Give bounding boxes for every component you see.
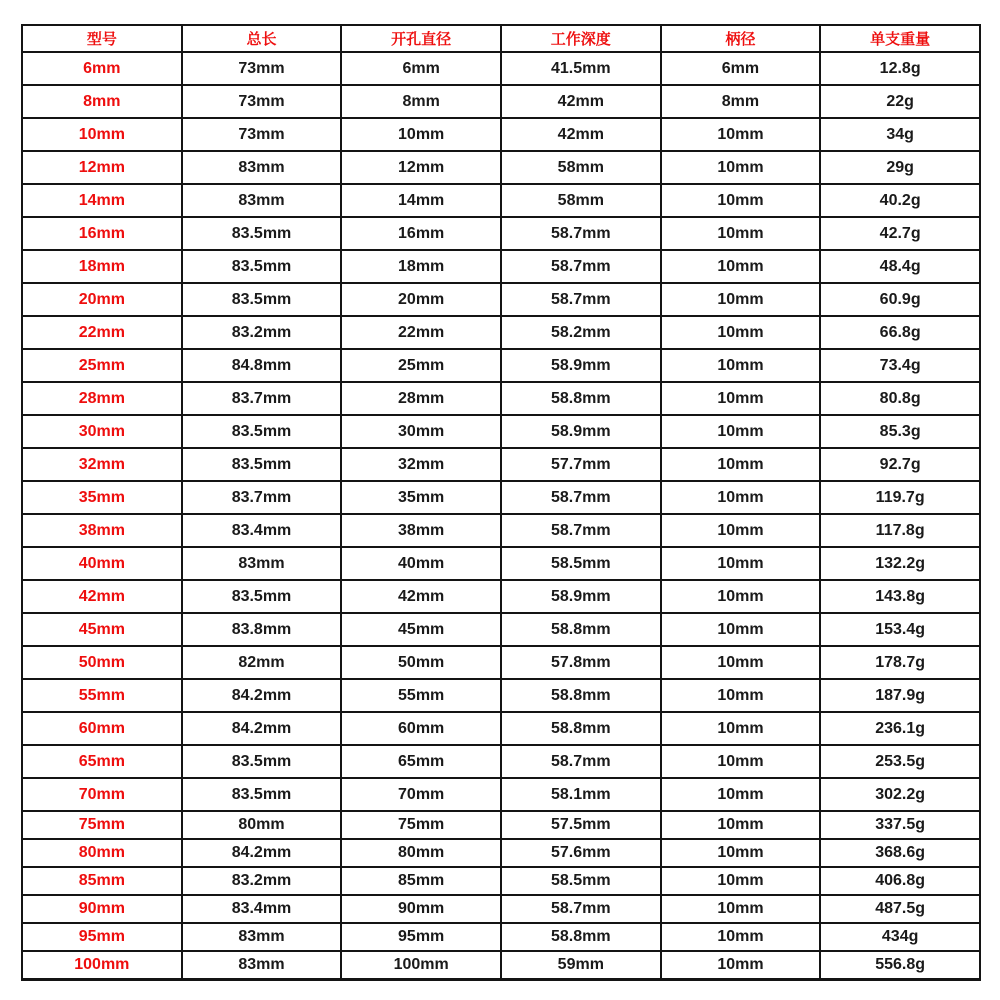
value-cell: 58mm [501,151,661,184]
model-cell: 8mm [22,85,182,118]
value-cell: 10mm [661,613,821,646]
model-cell: 80mm [22,839,182,867]
value-cell: 57.5mm [501,811,661,839]
value-cell: 10mm [661,250,821,283]
value-cell: 58.2mm [501,316,661,349]
value-cell: 66.8g [820,316,980,349]
value-cell: 556.8g [820,951,980,979]
value-cell: 16mm [341,217,501,250]
value-cell: 58.9mm [501,580,661,613]
value-cell: 95mm [341,923,501,951]
value-cell: 83.2mm [182,867,342,895]
value-cell: 10mm [661,778,821,811]
model-cell: 30mm [22,415,182,448]
table-row [22,85,980,118]
value-cell: 8mm [341,85,501,118]
value-cell: 83mm [182,184,342,217]
model-cell: 100mm [22,951,182,979]
model-cell: 10mm [22,118,182,151]
value-cell: 35mm [341,481,501,514]
value-cell: 83mm [182,951,342,979]
table-row [22,745,980,778]
value-cell: 45mm [341,613,501,646]
value-cell: 83.5mm [182,778,342,811]
value-cell: 10mm [661,951,821,979]
table-row [22,778,980,811]
value-cell: 236.1g [820,712,980,745]
value-cell: 58.8mm [501,613,661,646]
value-cell: 10mm [661,867,821,895]
value-cell: 58.9mm [501,349,661,382]
model-cell: 60mm [22,712,182,745]
value-cell: 73mm [182,85,342,118]
value-cell: 10mm [661,481,821,514]
value-cell: 42mm [501,118,661,151]
value-cell: 84.2mm [182,679,342,712]
column-header-working-depth: 工作深度 [501,25,661,52]
table-row [22,349,980,382]
value-cell: 337.5g [820,811,980,839]
value-cell: 10mm [661,895,821,923]
value-cell: 38mm [341,514,501,547]
value-cell: 6mm [341,52,501,85]
value-cell: 10mm [661,923,821,951]
table-row [22,415,980,448]
value-cell: 57.8mm [501,646,661,679]
model-cell: 22mm [22,316,182,349]
model-cell: 65mm [22,745,182,778]
value-cell: 34g [820,118,980,151]
value-cell: 57.6mm [501,839,661,867]
value-cell: 368.6g [820,839,980,867]
table-row [22,547,980,580]
value-cell: 83mm [182,151,342,184]
value-cell: 84.2mm [182,839,342,867]
value-cell: 10mm [661,514,821,547]
value-cell: 10mm [661,217,821,250]
value-cell: 83.4mm [182,514,342,547]
value-cell: 30mm [341,415,501,448]
table-row [22,712,980,745]
table-row [22,646,980,679]
model-cell: 32mm [22,448,182,481]
value-cell: 10mm [341,118,501,151]
value-cell: 117.8g [820,514,980,547]
model-cell: 75mm [22,811,182,839]
value-cell: 83mm [182,547,342,580]
value-cell: 58.7mm [501,481,661,514]
column-header-hole-diameter: 开孔直径 [341,25,501,52]
value-cell: 59mm [501,951,661,979]
table-row [22,613,980,646]
value-cell: 100mm [341,951,501,979]
value-cell: 10mm [661,415,821,448]
value-cell: 58.7mm [501,283,661,316]
value-cell: 84.2mm [182,712,342,745]
value-cell: 65mm [341,745,501,778]
value-cell: 75mm [341,811,501,839]
value-cell: 83.5mm [182,283,342,316]
value-cell: 10mm [661,679,821,712]
value-cell: 58.7mm [501,745,661,778]
header-row [22,25,980,52]
value-cell: 83.7mm [182,481,342,514]
value-cell: 80mm [182,811,342,839]
value-cell: 10mm [661,580,821,613]
value-cell: 10mm [661,283,821,316]
model-cell: 28mm [22,382,182,415]
value-cell: 10mm [661,745,821,778]
value-cell: 253.5g [820,745,980,778]
table-row [22,923,980,951]
table-row [22,283,980,316]
value-cell: 85mm [341,867,501,895]
value-cell: 187.9g [820,679,980,712]
table-row [22,217,980,250]
value-cell: 18mm [341,250,501,283]
table-row [22,184,980,217]
value-cell: 84.8mm [182,349,342,382]
value-cell: 20mm [341,283,501,316]
value-cell: 14mm [341,184,501,217]
value-cell: 58.8mm [501,679,661,712]
value-cell: 10mm [661,151,821,184]
value-cell: 83.5mm [182,580,342,613]
value-cell: 58.5mm [501,547,661,580]
value-cell: 82mm [182,646,342,679]
value-cell: 42mm [341,580,501,613]
model-cell: 50mm [22,646,182,679]
drill-bit-spec-table [21,24,981,981]
model-cell: 42mm [22,580,182,613]
value-cell: 10mm [661,118,821,151]
model-cell: 45mm [22,613,182,646]
model-cell: 18mm [22,250,182,283]
value-cell: 40.2g [820,184,980,217]
model-cell: 16mm [22,217,182,250]
column-header-unit-weight: 单支重量 [820,25,980,52]
value-cell: 83.2mm [182,316,342,349]
model-cell: 90mm [22,895,182,923]
value-cell: 10mm [661,448,821,481]
value-cell: 58.1mm [501,778,661,811]
table-row [22,679,980,712]
value-cell: 6mm [661,52,821,85]
value-cell: 58.8mm [501,712,661,745]
value-cell: 10mm [661,316,821,349]
value-cell: 28mm [341,382,501,415]
value-cell: 58.7mm [501,250,661,283]
model-cell: 12mm [22,151,182,184]
value-cell: 143.8g [820,580,980,613]
model-cell: 95mm [22,923,182,951]
value-cell: 85.3g [820,415,980,448]
model-cell: 55mm [22,679,182,712]
value-cell: 58.8mm [501,382,661,415]
value-cell: 80.8g [820,382,980,415]
model-cell: 25mm [22,349,182,382]
value-cell: 10mm [661,184,821,217]
value-cell: 41.5mm [501,52,661,85]
value-cell: 42mm [501,85,661,118]
value-cell: 70mm [341,778,501,811]
table-row [22,316,980,349]
model-cell: 40mm [22,547,182,580]
value-cell: 22g [820,85,980,118]
column-header-total-length: 总长 [182,25,342,52]
value-cell: 10mm [661,712,821,745]
value-cell: 10mm [661,811,821,839]
table-row [22,580,980,613]
value-cell: 40mm [341,547,501,580]
model-cell: 70mm [22,778,182,811]
table-row [22,481,980,514]
value-cell: 58.5mm [501,867,661,895]
table-body [22,52,980,979]
value-cell: 178.7g [820,646,980,679]
model-cell: 35mm [22,481,182,514]
table-row [22,118,980,151]
value-cell: 55mm [341,679,501,712]
value-cell: 83.5mm [182,217,342,250]
value-cell: 58mm [501,184,661,217]
value-cell: 58.9mm [501,415,661,448]
value-cell: 22mm [341,316,501,349]
value-cell: 57.7mm [501,448,661,481]
value-cell: 10mm [661,646,821,679]
value-cell: 83.5mm [182,448,342,481]
value-cell: 73mm [182,52,342,85]
table-row [22,382,980,415]
table-row [22,448,980,481]
value-cell: 58.7mm [501,895,661,923]
value-cell: 60mm [341,712,501,745]
table-row [22,867,980,895]
value-cell: 73mm [182,118,342,151]
value-cell: 60.9g [820,283,980,316]
value-cell: 83.7mm [182,382,342,415]
model-cell: 14mm [22,184,182,217]
value-cell: 153.4g [820,613,980,646]
value-cell: 10mm [661,382,821,415]
value-cell: 83.5mm [182,250,342,283]
value-cell: 80mm [341,839,501,867]
value-cell: 83.4mm [182,895,342,923]
table-row [22,151,980,184]
value-cell: 58.8mm [501,923,661,951]
value-cell: 32mm [341,448,501,481]
table-row [22,250,980,283]
value-cell: 12mm [341,151,501,184]
model-cell: 85mm [22,867,182,895]
table-row [22,839,980,867]
value-cell: 10mm [661,839,821,867]
value-cell: 434g [820,923,980,951]
value-cell: 10mm [661,349,821,382]
value-cell: 132.2g [820,547,980,580]
column-header-model: 型号 [22,25,182,52]
value-cell: 406.8g [820,867,980,895]
value-cell: 92.7g [820,448,980,481]
value-cell: 58.7mm [501,514,661,547]
table-header [22,25,980,52]
value-cell: 487.5g [820,895,980,923]
value-cell: 73.4g [820,349,980,382]
table-row [22,951,980,979]
model-cell: 38mm [22,514,182,547]
table-row [22,811,980,839]
value-cell: 25mm [341,349,501,382]
value-cell: 8mm [661,85,821,118]
value-cell: 90mm [341,895,501,923]
table-row [22,52,980,85]
value-cell: 83.5mm [182,415,342,448]
value-cell: 10mm [661,547,821,580]
value-cell: 58.7mm [501,217,661,250]
value-cell: 12.8g [820,52,980,85]
value-cell: 48.4g [820,250,980,283]
value-cell: 83.8mm [182,613,342,646]
model-cell: 20mm [22,283,182,316]
column-header-shank-diameter: 柄径 [661,25,821,52]
table-row [22,514,980,547]
value-cell: 83mm [182,923,342,951]
value-cell: 119.7g [820,481,980,514]
value-cell: 29g [820,151,980,184]
value-cell: 302.2g [820,778,980,811]
value-cell: 42.7g [820,217,980,250]
value-cell: 50mm [341,646,501,679]
table-row [22,895,980,923]
value-cell: 83.5mm [182,745,342,778]
model-cell: 6mm [22,52,182,85]
